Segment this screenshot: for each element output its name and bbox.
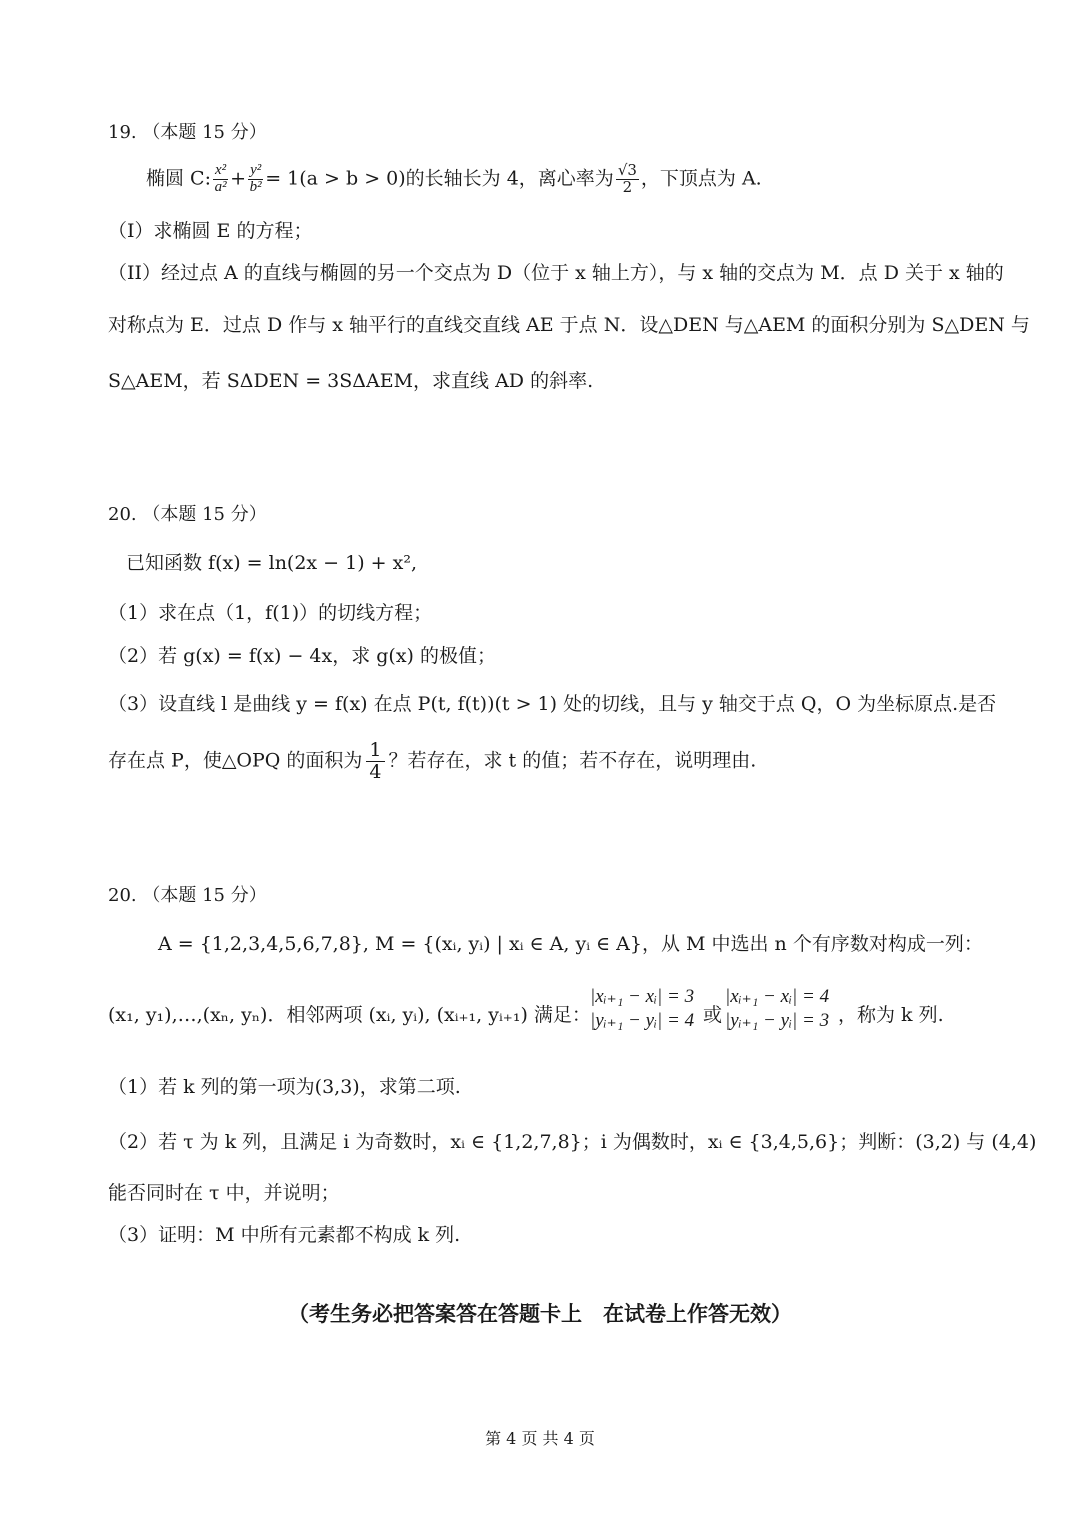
q20a-intro: 已知函数 f(x) = ln(2x − 1) + x², [126, 552, 418, 574]
q20a-part3-line2a: 存在点 P，使△OPQ 的面积为 [108, 749, 363, 772]
q20b-part3: （3）证明：M 中所有元素都不构成 k 列. [108, 1224, 461, 1246]
q19-intro-a: 椭圆 C: [146, 167, 211, 190]
q20a-part3-line1: （3）设直线 l 是曲线 y = f(x) 在点 P(t, f(t))(t > 1) 处的切线，且与 y 轴交于点 Q，O 为坐标原点.是否 [108, 693, 997, 715]
q20b-system-2-row1: |xᵢ₊₁ − xᵢ| = 4 [725, 986, 830, 1007]
q20a-part1: （1）求在点（1，f(1)）的切线方程； [108, 602, 433, 624]
q20a-frac: $\frac{1}{4}$ [366, 740, 384, 783]
q20b-system-2-row2: |yᵢ₊₁ − yᵢ| = 3 [725, 1009, 830, 1031]
q20b-part2-line2: 能否同时在 τ 中，并说明； [108, 1182, 340, 1204]
q20a-part3-line2b: ？若存在，求 t 的值；若不存在，说明理由. [388, 749, 757, 772]
q19-part2-line3: S△AEM，若 SΔDEN = 3SΔAEM，求直线 AD 的斜率. [108, 370, 594, 392]
q19-frac-e: $\frac{√3}{2}$ [617, 161, 637, 196]
q19-intro-b: = 1(a > b > 0)的长轴长为 4，离心率为 [265, 167, 614, 190]
q20a-part3-line2 [108, 740, 756, 783]
q20b-seq-line [108, 1004, 591, 1027]
exam-notice: （考生务必把答案答在答题卡上 在试卷上作答无效） [288, 1302, 792, 1326]
q20a-part2: （2）若 g(x) = f(x) − 4x，求 g(x) 的极值； [108, 645, 496, 667]
q19-intro-c: ，下顶点为 A. [640, 167, 762, 190]
q20a-heading: 20. （本题 15 分） [108, 504, 267, 525]
q20b-or: 或 [703, 1004, 723, 1026]
page-footer: 第 4 页 共 4 页 [485, 1429, 595, 1448]
q20b-heading: 20. （本题 15 分） [108, 885, 267, 906]
q20b-intro: A = {1,2,3,4,5,6,7,8}, M = {(xᵢ, yᵢ) | xᵢ ∈ A, yᵢ ∈ A}，从 M 中选出 n 个有序数对构成一列： [158, 933, 983, 955]
q20b-system-1-row1: |xᵢ₊₁ − xᵢ| = 3 [590, 986, 695, 1007]
q19-part2-line1: （II）经过点 A 的直线与椭圆的另一个交点为 D（位于 x 轴上方），与 x 轴的交点为 M．点 D 关于 x 轴的 [108, 262, 1004, 284]
q19-heading: 19. （本题 15 分） [108, 122, 267, 143]
q20b-part2-line1: （2）若 τ 为 k 列，且满足 i 为奇数时，xᵢ ∈ {1,2,7,8}；i 为偶数时，xᵢ ∈ {3,4,5,6}；判断：(3,2) 与 (4,4) [108, 1131, 1037, 1153]
q20b-system-1 [590, 985, 694, 1033]
q19-plus: + [230, 167, 247, 190]
q19-frac-y: $\frac{\text{y²}}{\text{b²}}$ [249, 162, 262, 195]
q19-part2-line2: 对称点为 E．过点 D 作与 x 轴平行的直线交直线 AE 于点 N．设△DEN 与△AEM 的面积分别为 S△DEN 与 [108, 314, 1030, 336]
q20b-system-1-row2: |yᵢ₊₁ − yᵢ| = 4 [590, 1009, 695, 1031]
q20b-system-2 [725, 985, 829, 1033]
q19-intro [146, 163, 762, 196]
q20b-seq-a: (x₁, y₁),…,(xₙ, yₙ)．相邻两项 (xᵢ, yᵢ), (xᵢ₊₁, yᵢ₊₁) 满足： [108, 1004, 591, 1026]
q19-frac-x: $\frac{\text{x²}}{\text{a²}}$ [214, 162, 227, 195]
q20b-seq-b: ，称为 k 列. [838, 1004, 944, 1026]
q19-part1: （I）求椭圆 E 的方程； [108, 220, 313, 242]
q20b-part1: （1）若 k 列的第一项为(3,3)，求第二项. [108, 1076, 461, 1098]
